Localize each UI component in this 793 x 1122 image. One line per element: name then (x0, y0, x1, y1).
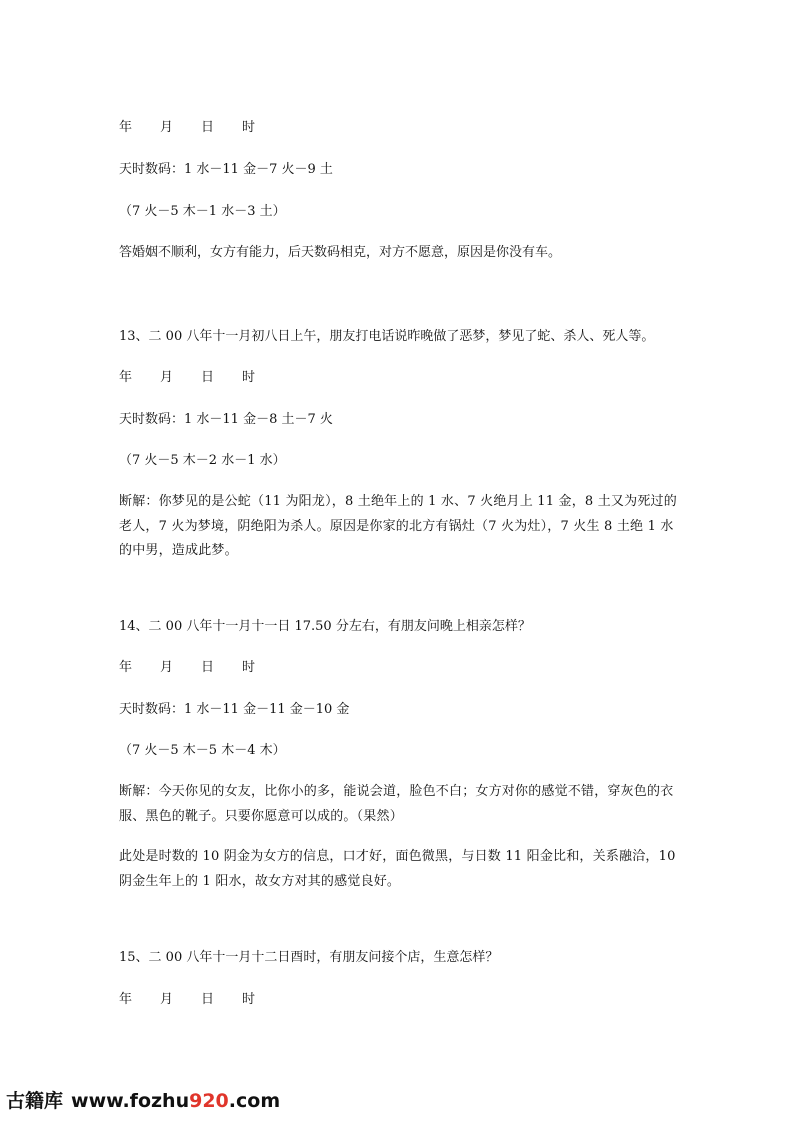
ymd-hour: 时 (242, 992, 256, 1007)
shu-ma-line: 天时数码：1 水－11 金－8 土－7 火 (119, 412, 333, 427)
ymd-day: 日 (201, 992, 215, 1007)
ymd-month: 月 (160, 120, 174, 135)
ymd-header (119, 656, 255, 680)
ymd-hour: 时 (242, 660, 256, 675)
case-15-title: 15、二 00 八年十一月十二日酉时，有朋友问接个店，生意怎样？ (119, 950, 499, 965)
footer-url-post: .com (228, 1090, 281, 1112)
ymd-header (119, 988, 255, 1012)
analysis-paragraph: 断解：今天你见的女友，比你小的多，能说会道，脸色不白；女方对你的感觉不错，穿灰色的衣服、黑色的靴子。只要你愿意可以成的。（果然） (119, 784, 674, 824)
paren-line: （7 火－5 木－5 木－4 木） (119, 743, 286, 758)
answer-paragraph: 答婚姻不顺利，女方有能力，后天数码相克，对方不愿意，原因是你没有车。 (119, 245, 562, 260)
footer-url-num: 920 (189, 1090, 229, 1112)
ymd-day: 日 (201, 120, 215, 135)
case-14-title: 14、二 00 八年十一月十一日 17.50 分左右，有朋友问晚上相亲怎样？ (119, 619, 531, 634)
ymd-year: 年 (119, 992, 133, 1007)
ymd-month: 月 (160, 992, 174, 1007)
footer-watermark[interactable] (6, 1086, 280, 1116)
ymd-month: 月 (160, 660, 174, 675)
ymd-year: 年 (119, 370, 133, 385)
ymd-header (119, 116, 255, 140)
ymd-header (119, 366, 255, 390)
ymd-day: 日 (201, 370, 215, 385)
shu-ma-line: 天时数码：1 水－11 金－11 金－10 金 (119, 702, 350, 717)
analysis-paragraph: 断解：你梦见的是公蛇（11 为阳龙），8 土绝年上的 1 水、7 火绝月上 11 金，8 土又为死过的老人，7 火为梦境，阴绝阳为杀人。原因是你家的北方有锅灶（7 火为灶），7 火生 8 土绝 1 水的中男，造成此梦。 (119, 494, 677, 558)
paren-line: （7 火－5 木－1 水－3 土） (119, 204, 286, 219)
shu-ma-line: 天时数码：1 水－11 金－7 火－9 土 (119, 162, 333, 177)
ymd-hour: 时 (242, 120, 256, 135)
note-paragraph: 此处是时数的 10 阴金为女方的信息，口才好，面色微黑，与日数 11 阳金比和，关系融洽，10 阴金生年上的 1 阳水，故女方对其的感觉良好。 (119, 849, 676, 889)
paren-line: （7 火－5 木－2 水－1 水） (119, 453, 286, 468)
case-13-title: 13、二 00 八年十一月初八日上午，朋友打电话说昨晚做了恶梦，梦见了蛇、杀人、死人等。 (119, 329, 655, 344)
ymd-month: 月 (160, 370, 174, 385)
footer-url-pre: www.fozhu (71, 1090, 190, 1112)
footer-brand: 古籍库 (6, 1090, 64, 1112)
ymd-year: 年 (119, 660, 133, 675)
ymd-hour: 时 (242, 370, 256, 385)
ymd-year: 年 (119, 120, 133, 135)
ymd-day: 日 (201, 660, 215, 675)
